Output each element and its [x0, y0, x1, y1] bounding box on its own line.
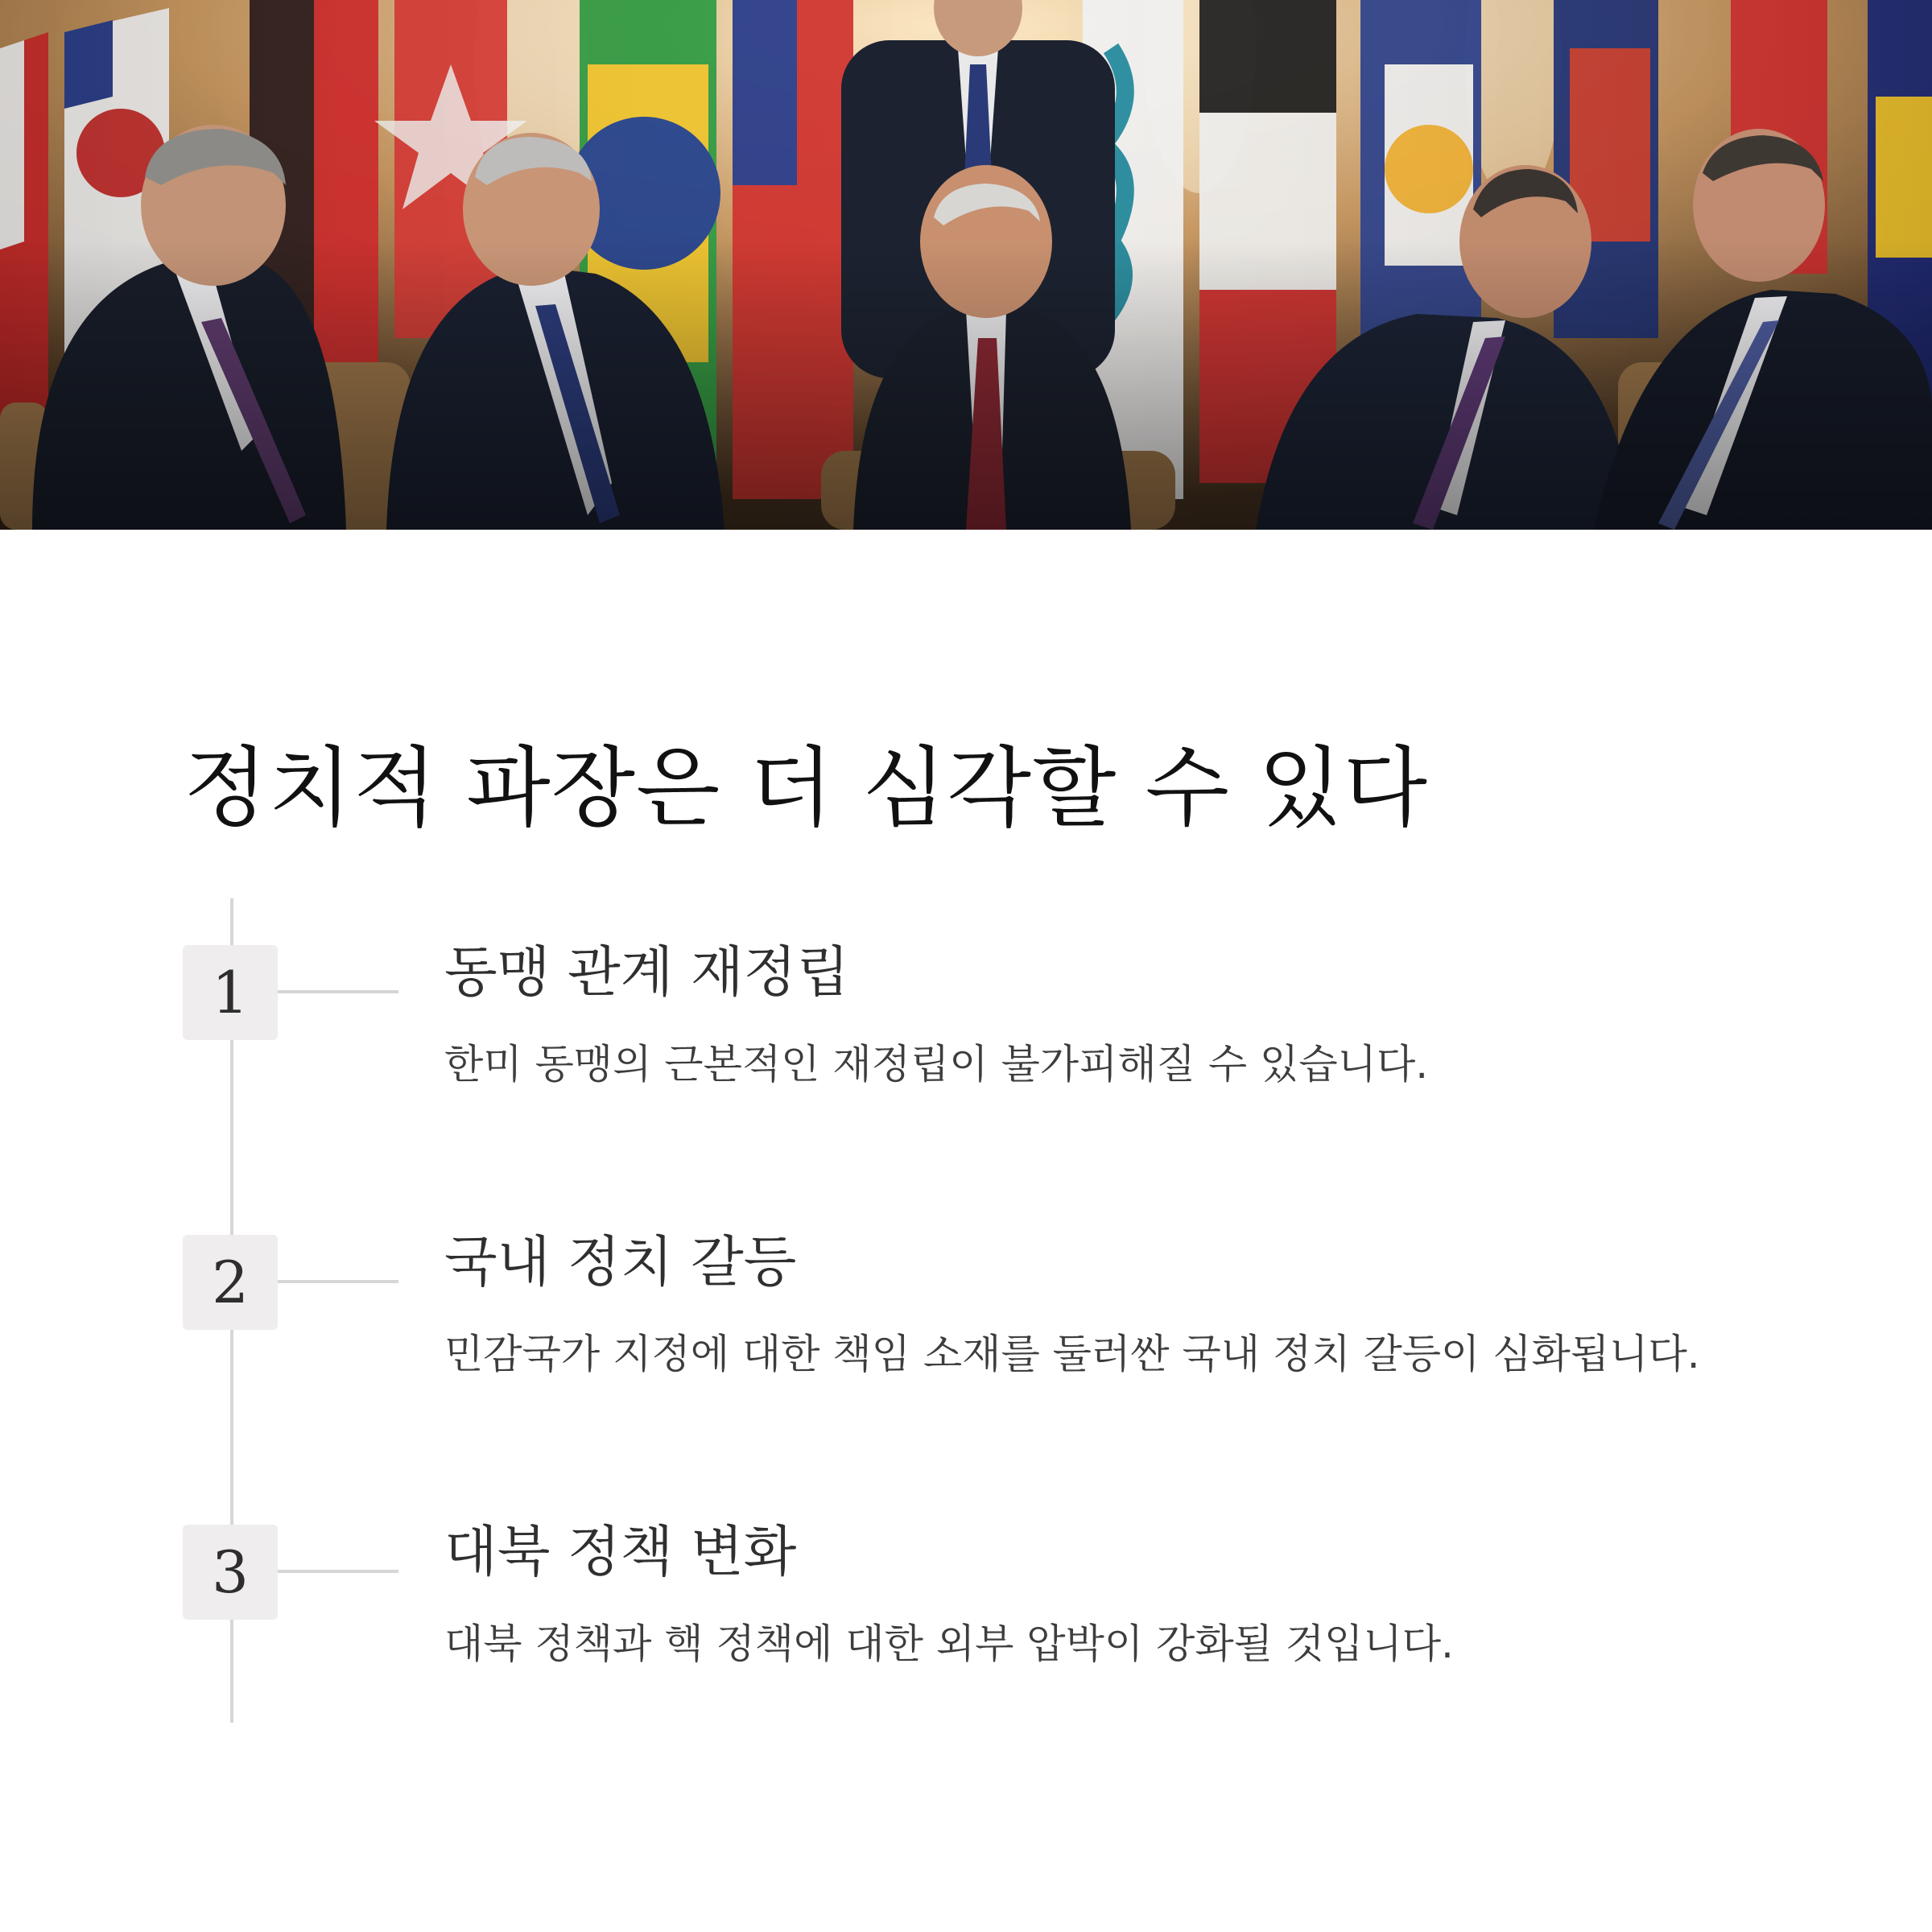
step-connector: [278, 1280, 398, 1283]
step-description: 대북 정책과 핵 정책에 대한 외부 압박이 강화될 것입니다.: [444, 1620, 1454, 1667]
step-heading: 대북 정책 변화: [444, 1521, 797, 1584]
step-description: 민감국가 지정에 대한 책임 소재를 둘러싼 국내 정치 갈등이 심화됩니다.: [444, 1331, 1700, 1377]
step-heading: 동맹 관계 재정립: [444, 941, 850, 1005]
step-number-badge: 3: [183, 1525, 278, 1620]
step-connector: [278, 990, 398, 993]
page-title: 정치적 파장은 더 심각할 수 있다: [184, 738, 1428, 839]
hero-photo: [0, 0, 1932, 530]
hero-illustration: [0, 0, 1932, 530]
timeline-step-1: [0, 898, 1932, 1088]
timeline-step-3: [0, 1478, 1932, 1667]
step-number-badge: 2: [183, 1235, 278, 1330]
step-connector: [278, 1570, 398, 1573]
step-heading: 국내 정치 갈등: [444, 1231, 797, 1294]
step-number-badge: 1: [183, 945, 278, 1040]
timeline-step-2: [0, 1188, 1932, 1377]
step-description: 한미 동맹의 근본적인 재정립이 불가피해질 수 있습니다.: [444, 1041, 1429, 1088]
